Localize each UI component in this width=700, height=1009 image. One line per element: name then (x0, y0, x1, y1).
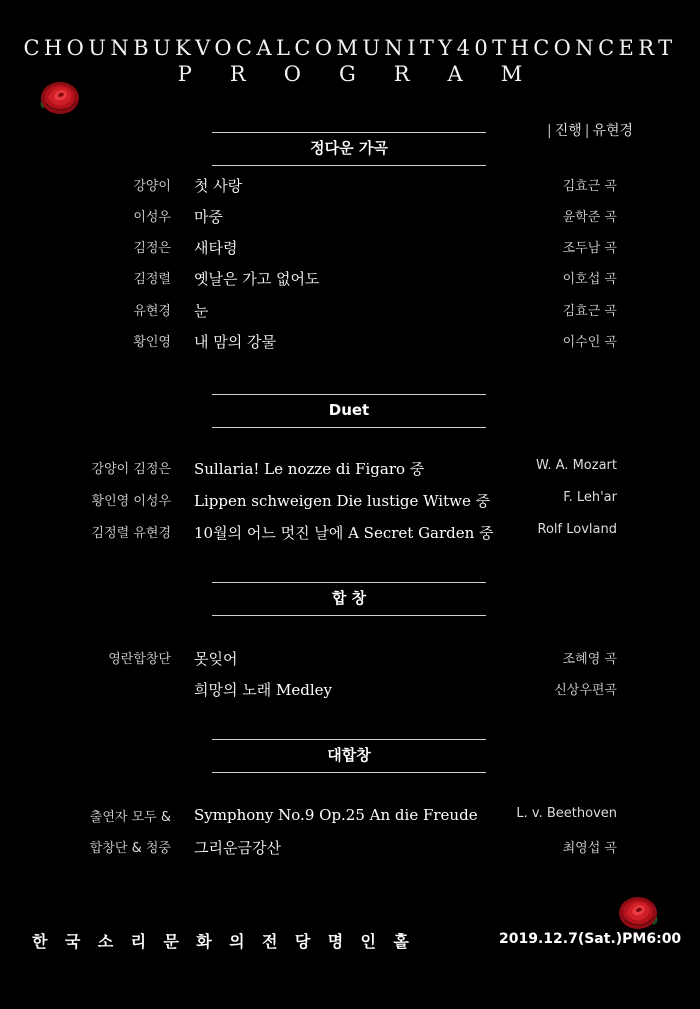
song-title: Lippen schweigen Die lustige Witwe 중 (194, 492, 491, 510)
composer: Rolf Lovland (537, 522, 617, 537)
red-rose-icon (36, 78, 82, 118)
performer: 김정렬 (133, 272, 171, 287)
emcee-name: 유현경 (592, 123, 634, 139)
performer: 영란합창단 (108, 652, 171, 667)
song-title: 옛날은 가고 없어도 (194, 270, 320, 288)
performer: 김정은 (133, 241, 171, 256)
song-title: 새타령 (194, 239, 238, 257)
song-title: 첫 사랑 (194, 177, 243, 195)
performer: 강양이 (133, 179, 171, 194)
emcee-info: | 진행 | 유현경 (547, 123, 634, 139)
composer: 이호섭 곡 (562, 272, 617, 287)
section-header-solo: 정다운 가곡 (212, 132, 486, 166)
program-row (0, 837, 700, 861)
composer: 김효근 곡 (562, 179, 617, 194)
performer: 이성우 (133, 210, 171, 225)
song-title: 그리운금강산 (194, 839, 281, 857)
song-title: Sullaria! Le nozze di Figaro 중 (194, 460, 425, 478)
section-header-choir: 합 창 (212, 582, 486, 616)
composer: 윤학준 곡 (562, 210, 617, 225)
performer: 황인영 (133, 335, 171, 350)
performer: 김정렬 유현경 (91, 526, 171, 541)
concert-title: CHOUNBUKVOCALCOMUNITY40THCONCERT (23, 36, 677, 60)
composer: L. v. Beethoven (516, 806, 617, 821)
song-title: 마중 (194, 208, 223, 226)
program-row (0, 806, 700, 830)
program-row (0, 679, 700, 703)
song-title: 눈 (194, 302, 209, 320)
venue-name: 한국소리문화의전당명인홀 (32, 932, 427, 951)
composer: 조혜영 곡 (562, 652, 617, 667)
program-row (0, 237, 700, 261)
performer: 유현경 (133, 304, 171, 319)
program-row (0, 206, 700, 230)
composer: 신상우편곡 (554, 683, 617, 698)
red-rose-icon (616, 893, 662, 933)
composer: F. Leh'ar (563, 490, 617, 505)
program-row (0, 458, 700, 482)
composer: 김효근 곡 (562, 304, 617, 319)
footer (0, 929, 700, 957)
performer: 합창단 & 청중 (89, 841, 171, 856)
emcee-label: 진행 (554, 123, 582, 139)
song-title: 10월의 어느 멋진 날에 A Secret Garden 중 (194, 524, 494, 542)
program-title: PROGRAM (177, 62, 561, 86)
performer: 강양이 김정은 (91, 462, 171, 477)
composer: 이수인 곡 (562, 335, 617, 350)
program-row (0, 648, 700, 672)
program-row (0, 268, 700, 292)
song-title: 못잊어 (194, 650, 238, 668)
song-title: 내 맘의 강물 (194, 333, 276, 351)
program-row (0, 175, 700, 199)
performer: 출연자 모두 & (89, 810, 171, 825)
composer: 조두남 곡 (562, 241, 617, 256)
section-header-duet: Duet (212, 394, 486, 428)
program-row (0, 300, 700, 324)
section-header-grand-choir: 대합창 (212, 739, 486, 773)
program-row (0, 522, 700, 546)
song-title: 희망의 노래 Medley (194, 681, 332, 699)
composer: 최영섭 곡 (562, 841, 617, 856)
song-title: Symphony No.9 Op.25 An die Freude (194, 806, 478, 824)
concert-datetime: 2019.12.7(Sat.)PM6:00 (499, 931, 682, 947)
program-row (0, 490, 700, 514)
composer: W. A. Mozart (536, 458, 617, 473)
program-row (0, 331, 700, 355)
performer: 황인영 이성우 (91, 494, 171, 509)
